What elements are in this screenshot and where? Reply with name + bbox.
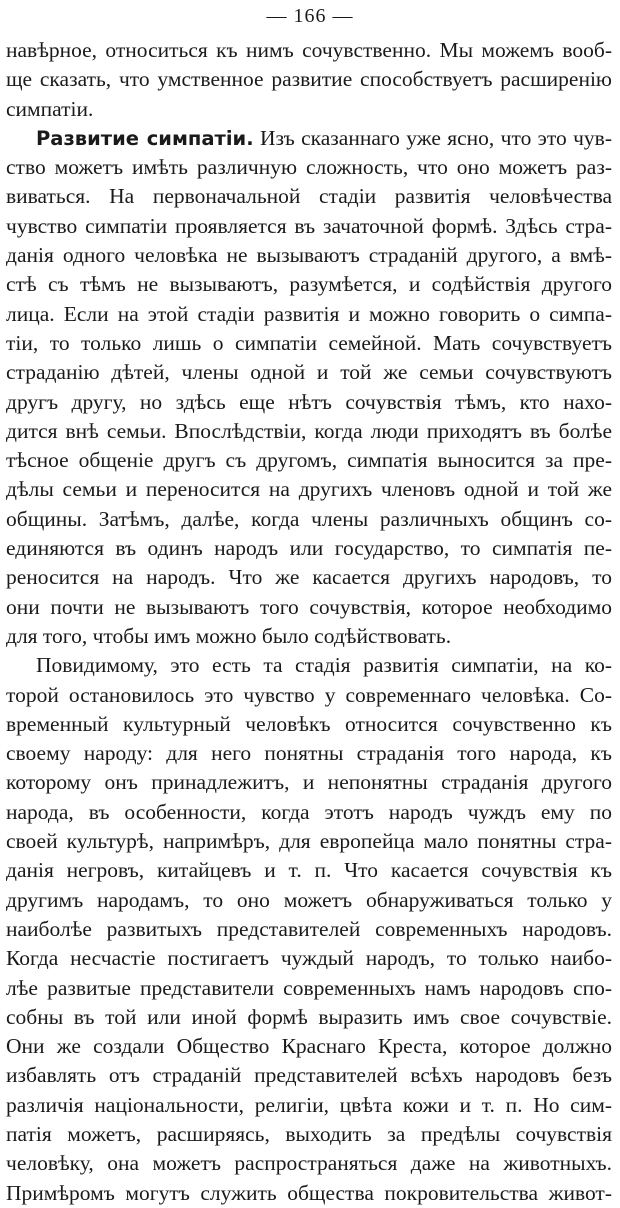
text-line: [6, 124, 612, 153]
text-line: дѣлы семьи и переносится на другихъ членовъ одной и той же: [6, 477, 612, 502]
text-line: своему народу: для него понятны страданія того народа, къ: [6, 741, 612, 766]
text-line: данія негровъ, китайцевъ и т. п. Что касается сочувствія къ: [6, 858, 612, 883]
paragraph-1: [6, 36, 612, 124]
text-line: другимъ народамъ, то оно можетъ обнаруживаться только у: [6, 887, 612, 912]
text-line: Повидимому, это есть та стадія развитія симпатіи, на ко-: [36, 653, 612, 678]
text-line: ще сказать, что умственное развитие способствуетъ расширенію: [6, 67, 612, 92]
text-line: Примѣромъ могутъ служить общества покровительства живот-: [6, 1180, 612, 1205]
text-line: виваться. На первоначальной стадіи развитія человѣчества: [6, 184, 612, 209]
text-line: общины. Затѣмъ, далѣе, когда члены различныхъ общинъ со-: [6, 506, 612, 531]
paragraph-2: [6, 124, 612, 651]
text-line: лѣе развитые представители современныхъ намъ народовъ спо-: [6, 975, 612, 1000]
text-line: Когда несчастіе постигаетъ чуждый народъ, то только наибо-: [6, 946, 612, 971]
text-line: лица. Если на этой стадіи развитія и можно говорить о симпа-: [6, 301, 612, 326]
text-line: для того, чтобы имъ можно было содѣйствовать.: [6, 623, 452, 648]
text-line: тіи, то только лишь о симпатіи семейной. Мать сочувствуетъ: [6, 330, 612, 355]
text-line: временный культурный человѣкъ относится сочувственно къ: [6, 711, 612, 736]
text-line: избавлять отъ страданій представителей всѣхъ народовъ безъ: [6, 1063, 612, 1088]
body-text: [6, 36, 612, 1208]
text-line: различія національности, религіи, цвѣта кожи и т. п. Но сим-: [6, 1092, 612, 1117]
text-line: тѣсное общеніе другъ съ другомъ, симпатія выносится за пре-: [6, 448, 612, 473]
text-line: симпатіи.: [6, 96, 94, 121]
text-line: реносится на народъ. Что же касается другихъ народовъ, то: [6, 565, 612, 590]
text-line: дится внѣ семьи. Впослѣдствіи, когда люди приходятъ въ болѣе: [6, 418, 612, 443]
paragraph-3: [6, 651, 612, 1208]
text-line: стѣ съ тѣмъ не вызываютъ, разумѣется, и содѣйствія другого: [6, 272, 612, 297]
text-line: другъ другу, но здѣсь еще нѣтъ сочувствія тѣмъ, кто нахо-: [6, 389, 612, 414]
heading-line-rest: Изъ сказаннаго уже ясно, что это чув-: [253, 125, 612, 150]
text-line: навѣрное, относиться къ нимъ сочувственно. Мы можемъ вооб-: [6, 38, 612, 62]
text-line: Они же создали Общество Краснаго Креста, которое должно: [6, 1034, 612, 1059]
text-line: чувство симпатіи проявляется въ зачаточной формѣ. Здѣсь стра-: [6, 213, 612, 238]
text-line: ство можетъ имѣть различную сложность, что оно можетъ раз-: [6, 155, 612, 180]
page-number: — 166 —: [266, 5, 354, 27]
text-line: страданію дѣтей, члены одной и той же семьи сочувствуютъ: [6, 360, 612, 385]
text-line: человѣку, она можетъ распространяться даже на животныхъ.: [6, 1151, 612, 1176]
section-heading: Развитие симпатіи.: [36, 126, 254, 150]
text-line: единяются въ одинъ народъ или государство, то симпатія пе-: [6, 536, 612, 561]
text-line: которому онъ принадлежитъ, и непонятны страданія другого: [6, 770, 612, 795]
text-line: собны въ той или иной формѣ выразить имъ свое сочувствіе.: [6, 1004, 612, 1029]
text-line: они почти не вызываютъ того сочувствія, которое необходимо: [6, 594, 612, 619]
text-line: торой остановилось это чувство у современнаго человѣка. Со-: [6, 682, 612, 707]
text-line: данія одного человѣка не вызываютъ страданій другого, а вмѣ-: [6, 243, 612, 268]
text-line: наиболѣе развитыхъ представителей современныхъ народовъ.: [6, 916, 612, 941]
text-line: патія можетъ, расширяясь, выходить за предѣлы сочувствія: [6, 1121, 612, 1146]
text-line: народа, въ особенности, когда этотъ народъ чуждъ ему по: [6, 799, 612, 824]
text-line: своей культурѣ, напримѣръ, для европейца мало понятны стра-: [6, 829, 612, 854]
